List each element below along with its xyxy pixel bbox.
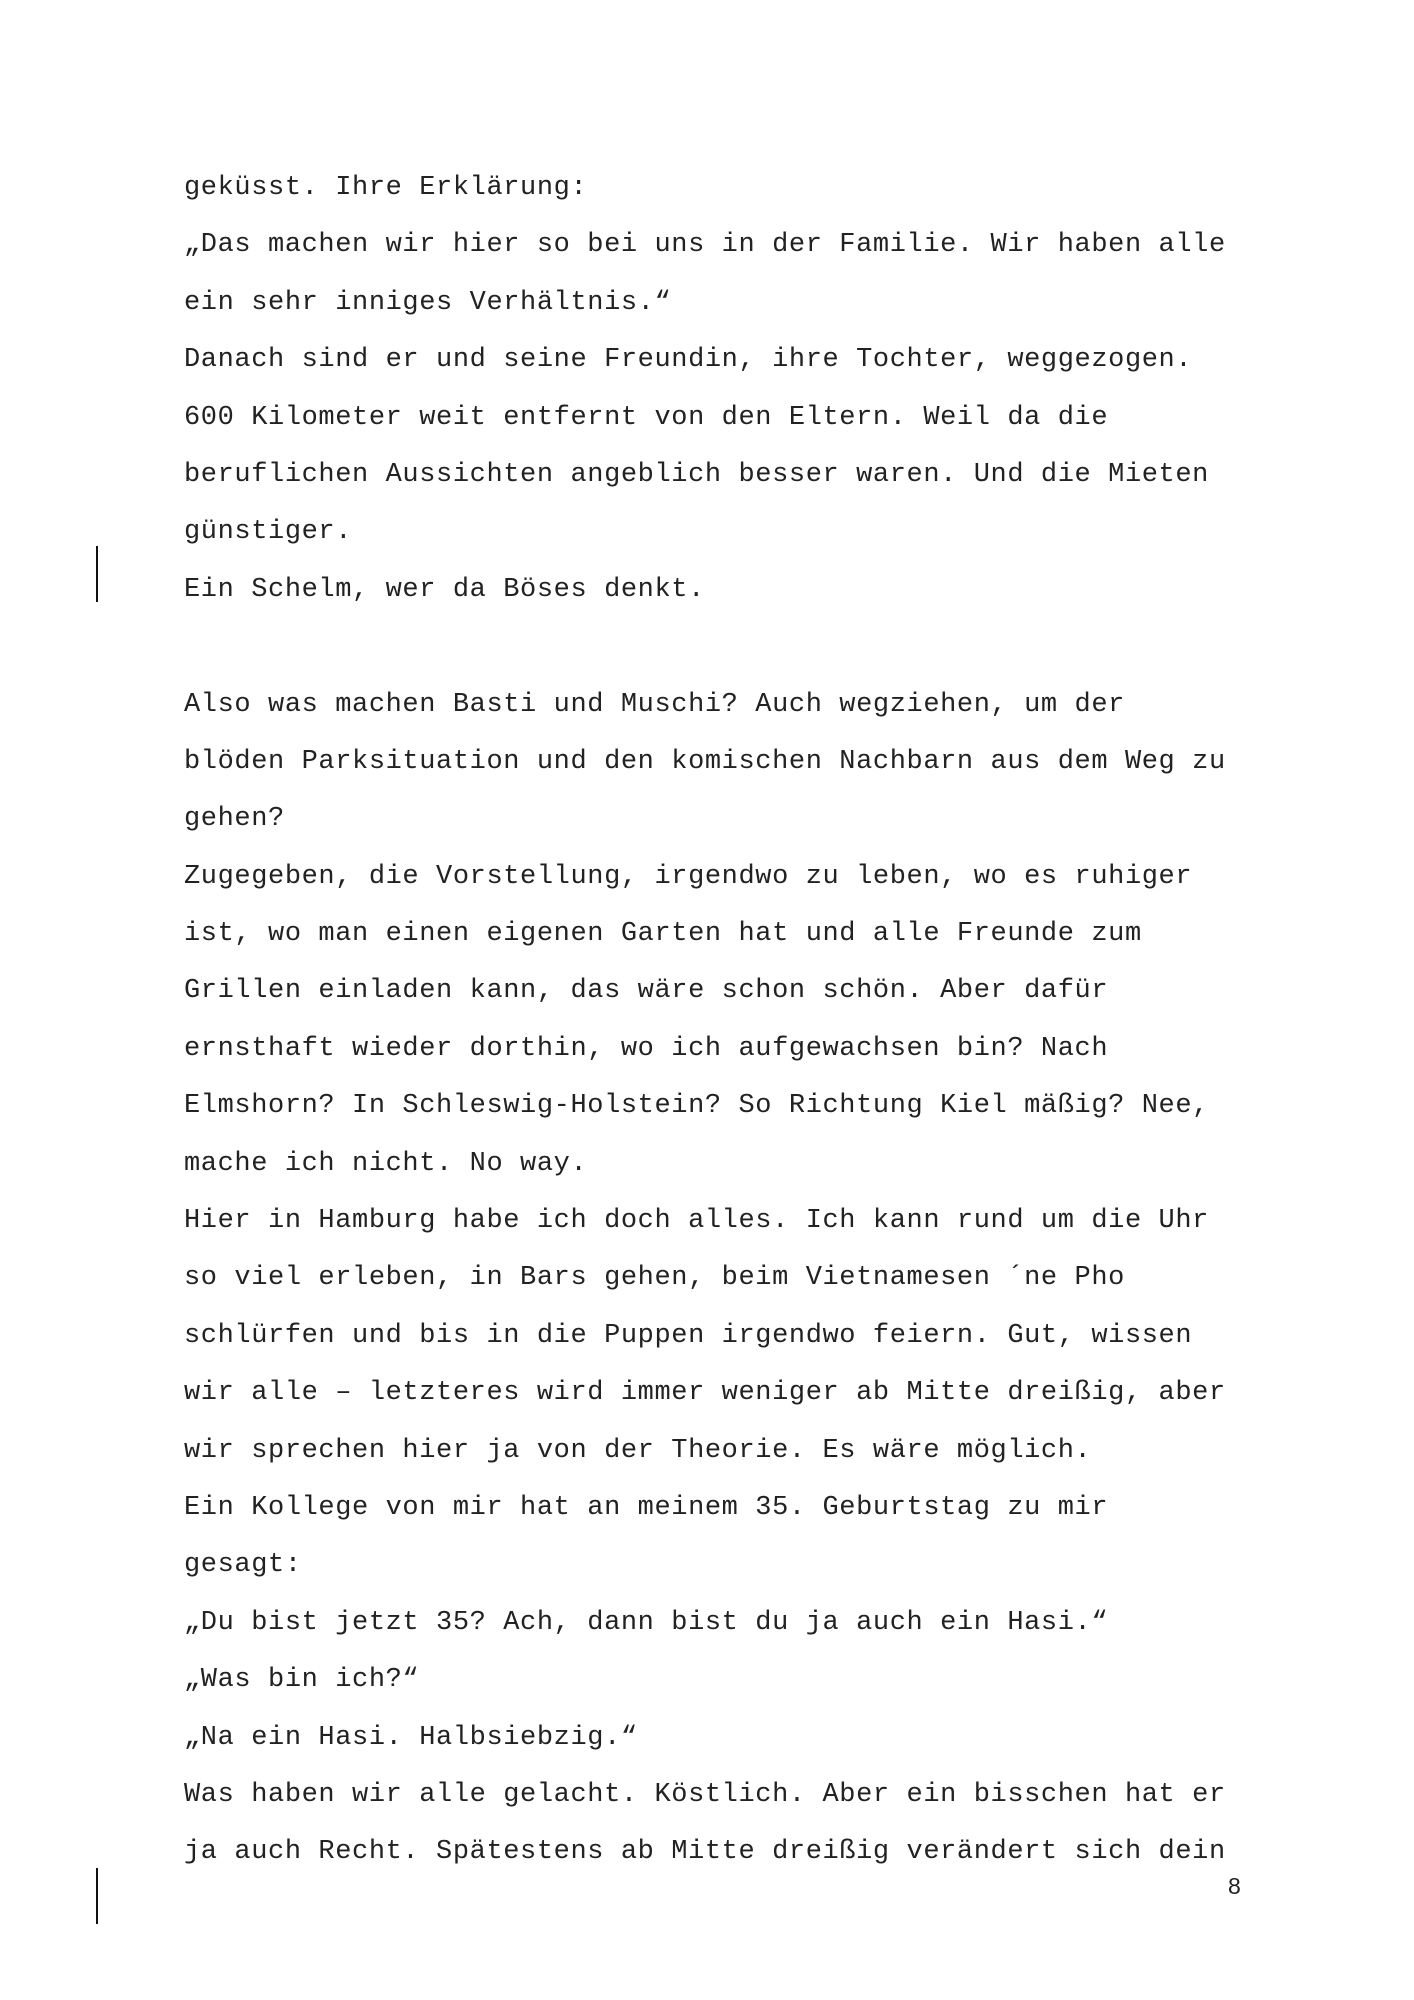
- text-line: „Was bin ich?“: [184, 1665, 420, 1696]
- page-number: 8: [1228, 1873, 1241, 1899]
- text-line: „Du bist jetzt 35? Ach, dann bist du ja auch ein Hasi.“: [184, 1607, 1109, 1638]
- text-line: wir alle – letzteres wird immer weniger ab Mitte dreißig, aber: [184, 1378, 1226, 1409]
- text-line: ernsthaft wieder dorthin, wo ich aufgewachsen bin? Nach: [184, 1033, 1109, 1064]
- text-line: geküsst. Ihre Erklärung:: [184, 173, 588, 203]
- body-text: [184, 160, 1264, 1882]
- text-line: gesagt:: [184, 1550, 302, 1581]
- blank-line: [184, 619, 1264, 676]
- text-line: mache ich nicht. No way.: [184, 1148, 588, 1179]
- text-line: beruflichen Aussichten angeblich besser waren. Und die Mieten: [184, 459, 1209, 490]
- text-line: schlürfen und bis in die Puppen irgendwo feiern. Gut, wissen: [184, 1320, 1193, 1351]
- text-line: wir sprechen hier ja von der Theorie. Es wäre möglich.: [184, 1435, 1092, 1466]
- text-line: so viel erleben, in Bars gehen, beim Vietnamesen ´ne Pho: [184, 1263, 1125, 1294]
- text-line: Grillen einladen kann, das wäre schon schön. Aber dafür: [184, 976, 1109, 1007]
- text-line: Hier in Hamburg habe ich doch alles. Ich kann rund um die Uhr: [184, 1206, 1209, 1237]
- text-line: Zugegeben, die Vorstellung, irgendwo zu leben, wo es ruhiger: [184, 861, 1193, 892]
- text-line: blöden Parksituation und den komischen Nachbarn aus dem Weg zu: [184, 746, 1226, 777]
- text-line: „Das machen wir hier so bei uns in der Familie. Wir haben alle: [184, 230, 1226, 261]
- text-line: Ein Kollege von mir hat an meinem 35. Geburtstag zu mir: [184, 1492, 1109, 1523]
- text-line: Danach sind er und seine Freundin, ihre Tochter, weggezogen.: [184, 345, 1193, 376]
- text-line: Was haben wir alle gelacht. Köstlich. Aber ein bisschen hat er: [184, 1779, 1226, 1810]
- text-line: ja auch Recht. Spätestens ab Mitte dreißig verändert sich dein: [184, 1837, 1226, 1868]
- revision-marker: [96, 1868, 98, 1924]
- text-line: ist, wo man einen eigenen Garten hat und alle Freunde zum: [184, 919, 1142, 950]
- revision-marker: [96, 546, 98, 602]
- text-line: Ein Schelm, wer da Böses denkt.: [184, 574, 705, 605]
- text-line: Elmshorn? In Schleswig-Holstein? So Richtung Kiel mäßig? Nee,: [184, 1091, 1209, 1122]
- text-line: 600 Kilometer weit entfernt von den Eltern. Weil da die: [184, 402, 1109, 433]
- text-line: Also was machen Basti und Muschi? Auch wegziehen, um der: [184, 689, 1125, 720]
- text-line: günstiger.: [184, 517, 353, 548]
- text-line: ein sehr inniges Verhältnis.“: [184, 287, 672, 318]
- text-line: „Na ein Hasi. Halbsiebzig.“: [184, 1722, 638, 1753]
- text-line: gehen?: [184, 804, 285, 835]
